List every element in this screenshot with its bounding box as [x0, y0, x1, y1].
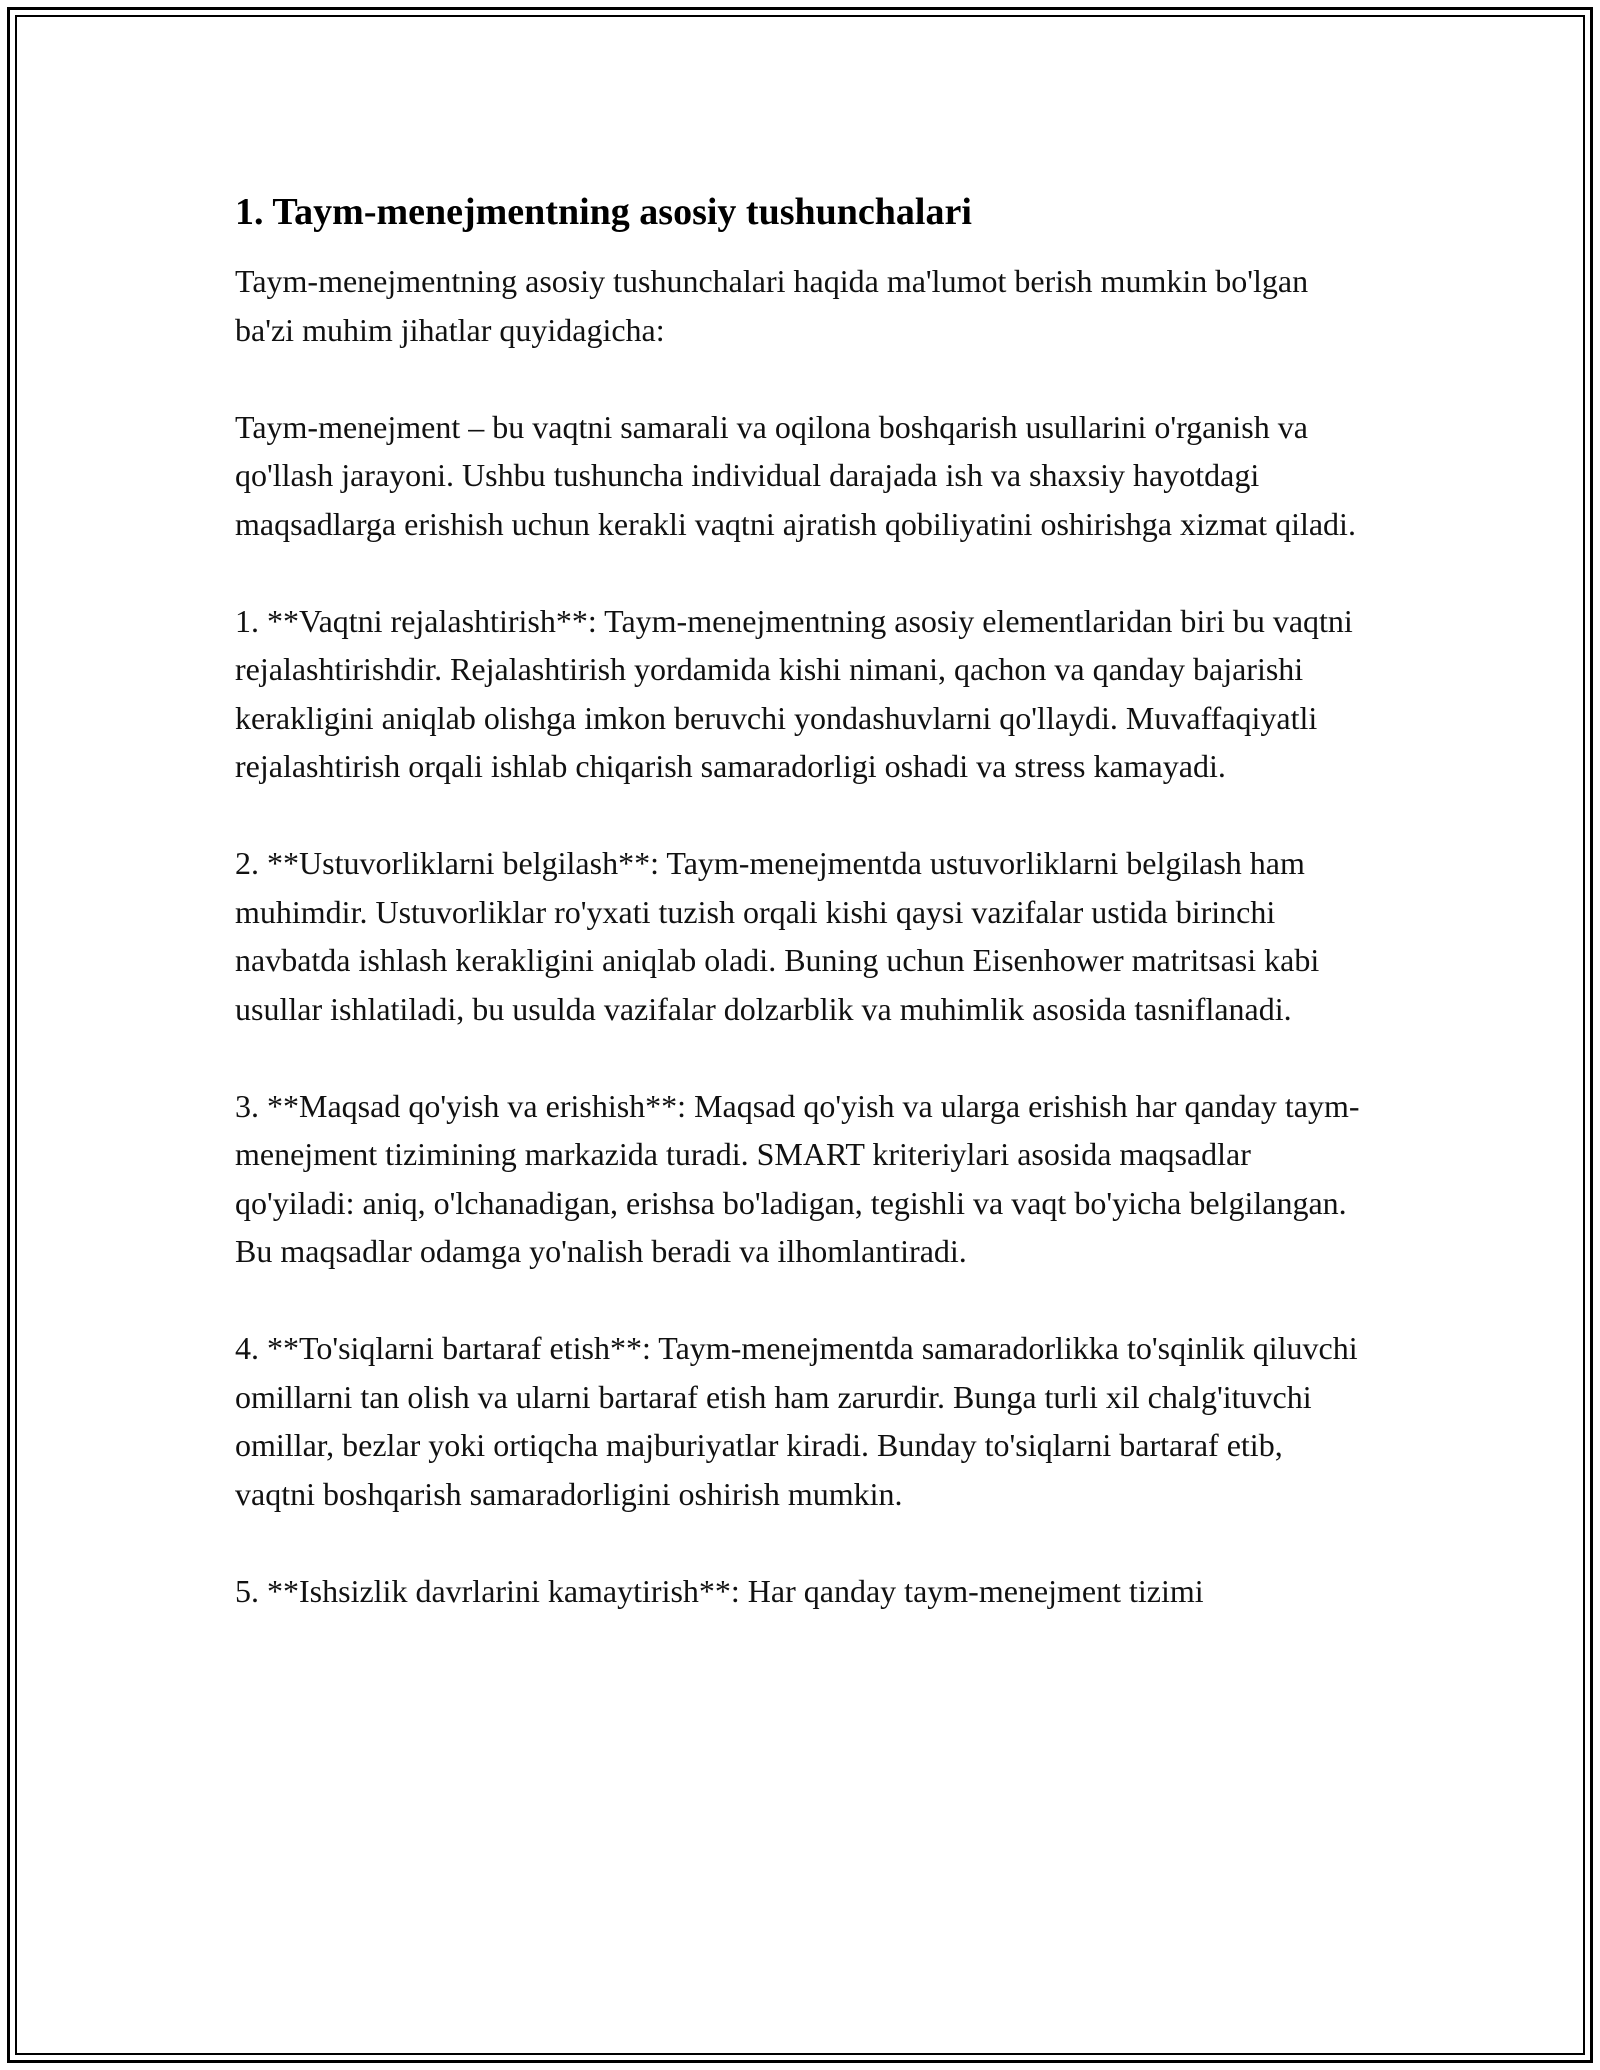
document-body: [235, 188, 1365, 1664]
list-item-time-planning: 1. **Vaqtni rejalashtirish**: Taym-menejmentning asosiy elementlaridan biri bu vaqtni rejalashtirishdir. Rejalashtirish yordamida kishi nimani, qachon va qanday bajarishi kerakligini aniqlab olishga imkon beruvchi yondashuvlarni qo'llaydi. Muvaffaqiyatli rejalashtirish orqali ishlab chiqarish samaradorligi oshadi va stress kamayadi.: [235, 602, 1353, 784]
section-heading: 1. Taym-menejmentning asosiy tushunchalari: [235, 191, 972, 233]
list-item-priorities: 2. **Ustuvorliklarni belgilash**: Taym-menejmentda ustuvorliklarni belgilash ham muhimdir. Ustuvorliklar ro'yxati tuzish orqali kishi qaysi vazifalar ustida birinchi navbatda ishlash kerakligini aniqlab oladi. Buning uchun Eisenhower matritsasi kabi usullar ishlatiladi, bu usulda vazifalar dolzarblik va muhimlik asosida tasniflanadi.: [235, 845, 1320, 1027]
list-item-idle-periods: 5. **Ishsizlik davrlarini kamaytirish**: Har qanday taym-menejment tizimi: [235, 1572, 1204, 1609]
list-item-obstacles: 4. **To'siqlarni bartaraf etish**: Taym-menejmentda samaradorlikka to'sqinlik qiluvchi omillarni tan olish va ularni bartaraf etish ham zarurdir. Bunga turli xil chalg'ituvchi omillar, bezlar yoki ortiqcha majburiyatlar kiradi. Bunday to'siqlarni bartaraf etib, vaqtni boshqarish samaradorligini oshirish mumkin.: [235, 1330, 1358, 1512]
definition-paragraph: Taym-menejment – bu vaqtni samarali va oqilona boshqarish usullarini o'rganish va qo'llash jarayoni. Ushbu tushuncha individual darajada ish va shaxsiy hayotdagi maqsadlarga erishish uchun kerakli vaqtni ajratish qobiliyatini oshirishga xizmat qiladi.: [235, 408, 1356, 542]
list-item-goal-setting: 3. **Maqsad qo'yish va erishish**: Maqsad qo'yish va ularga erishish har qanday taym-menejment tizimining markazida turadi. SMART kriteriylari asosida maqsadlar qo'yiladi: aniq, o'lchanadigan, erishsa bo'ladigan, tegishli va vaqt bo'yicha belgilangan. Bu maqsadlar odamga yo'nalish beradi va ilhomlantiradi.: [235, 1087, 1360, 1269]
intro-paragraph: Taym-menejmentning asosiy tushunchalari haqida ma'lumot berish mumkin bo'lgan ba'zi muhim jihatlar quyidagicha:: [235, 263, 1309, 348]
